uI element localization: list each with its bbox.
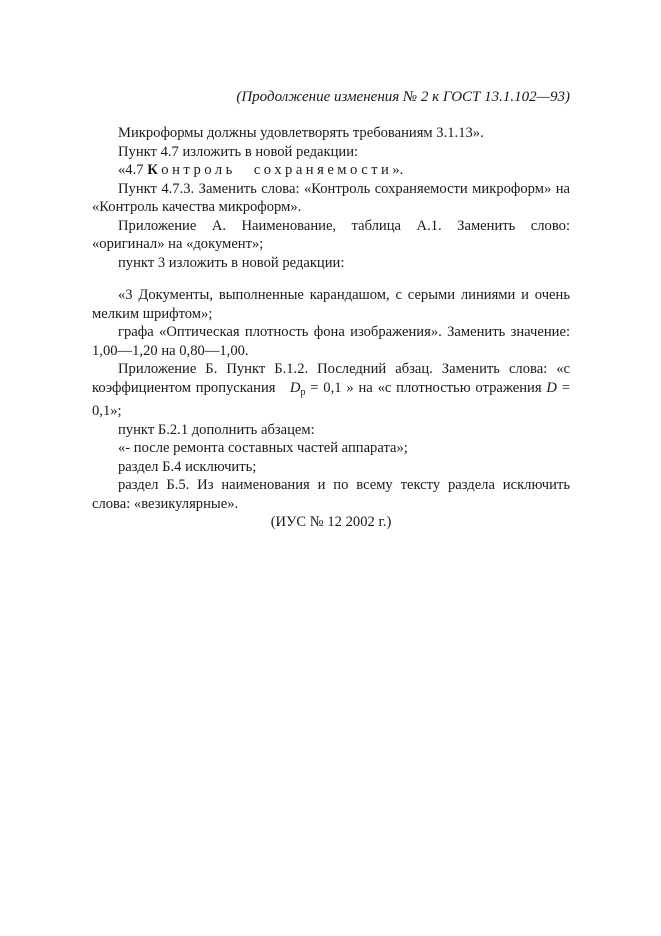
paragraph-section-b-5: раздел Б.5. Из наименования и по всему тексту раздела исключить слова: «везикулярные». <box>92 477 570 512</box>
paragraph-optical-density: графа «Оптическая плотность фона изображения». Заменить значение: 1,00—1,20 на 0,80—1,00. <box>92 324 570 359</box>
paragraph-item-4-7-3: Пункт 4.7.3. Заменить слова: «Контроль сохраняемости микроформ» на «Контроль качества микроформ». <box>92 180 570 215</box>
paragraph-microforms-requirement: Микроформы должны удовлетворять требованиям 3.1.13». <box>118 125 484 141</box>
appendix-b-text-a: Приложение Б. Пункт Б.1.2. Последний абзац. Заменить слова: «с коэффициентом пропускания <box>92 361 570 396</box>
paragraph-appendix-b-1-2 <box>92 360 570 421</box>
paragraph-section-b-4: раздел Б.4 исключить; <box>118 458 257 475</box>
ius-reference: (ИУС № 12 2002 г.) <box>270 514 392 530</box>
heading-word-2: сохраняемости <box>253 162 393 178</box>
heading-word-1: онтроль <box>161 162 236 178</box>
amendment-block-1 <box>92 124 570 272</box>
density-symbol-2: D <box>546 379 557 396</box>
paragraph-documents-pencil: «3 Документы, выполненные карандашом, с серыми линиями и очень мелким шрифтом»; <box>92 287 570 322</box>
item-number: «4.7 <box>118 162 144 178</box>
appendix-b-text-c: = 0,1»; <box>92 379 570 419</box>
density-symbol-1: D <box>289 379 301 396</box>
density-subscript: р <box>300 386 306 398</box>
appendix-b-text-b: = 0,1 » на «с плотностью отражения <box>310 379 542 396</box>
paragraph-item-4-7: Пункт 4.7 изложить в новой редакции: <box>118 143 359 160</box>
paragraph-item-b-2-1: пункт Б.2.1 дополнить абзацем: <box>118 421 315 438</box>
heading-suffix: ». <box>392 162 404 178</box>
paragraph-item-4-7-heading <box>92 161 570 180</box>
paragraph-repair-note: «- после ремонта составных частей аппарата»; <box>118 440 408 456</box>
amendment-block-2 <box>92 286 570 532</box>
continuation-header: (Продолжение изменения № 2 к ГОСТ 13.1.102—93) <box>236 89 570 105</box>
paragraph-appendix-a: Приложение А. Наименование, таблица А.1. Заменить слово: «оригинал» на «документ»; <box>92 217 570 252</box>
paragraph-item-3-new: пункт 3 изложить в новой редакции: <box>118 254 345 271</box>
heading-initial: К <box>147 162 162 178</box>
